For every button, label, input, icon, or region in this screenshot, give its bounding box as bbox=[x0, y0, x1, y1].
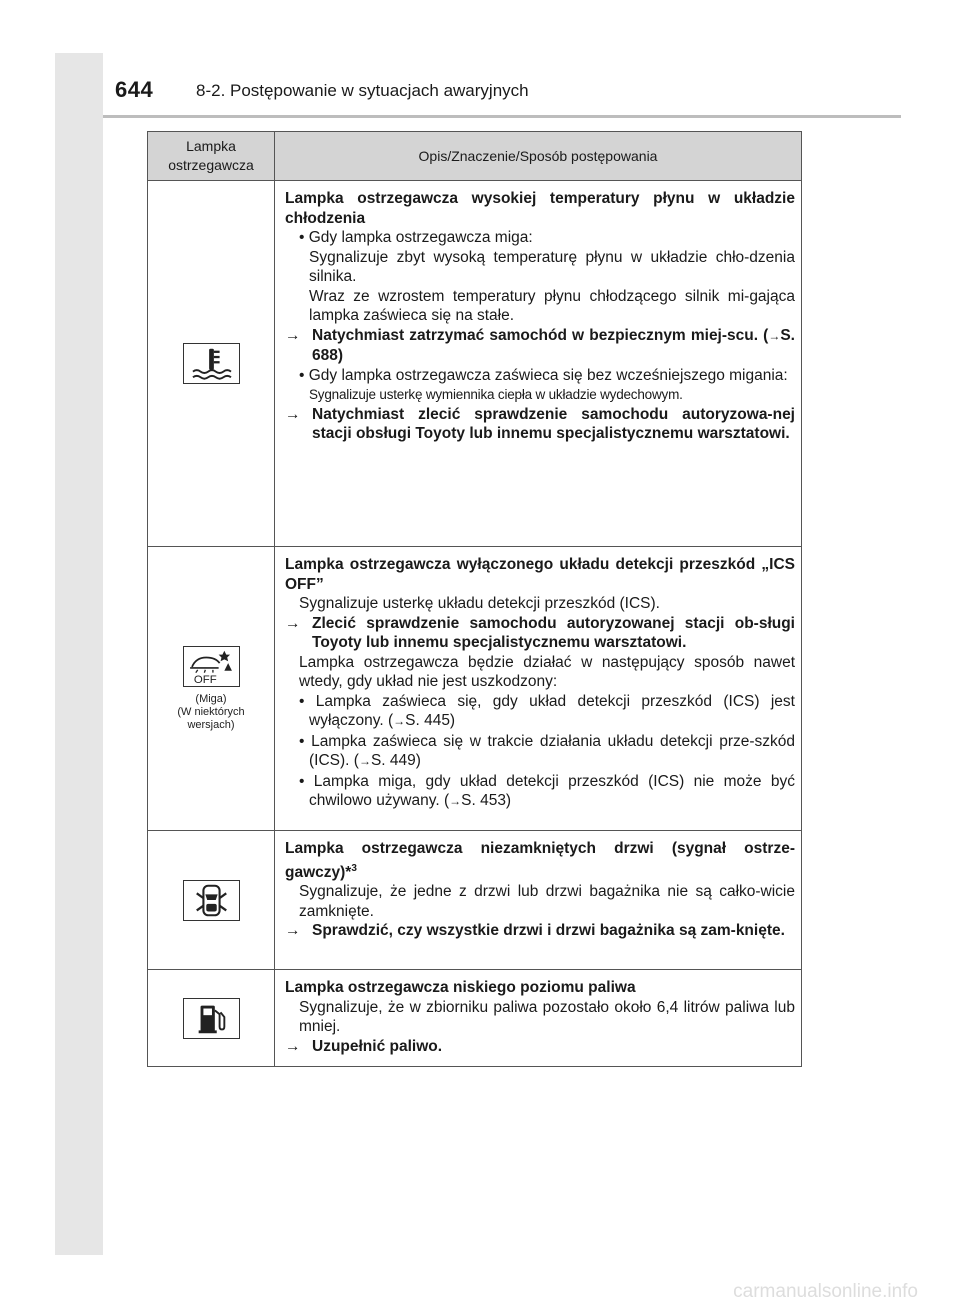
entry-text: Sygnalizuje usterkę układu detekcji przeszkód (ICS). bbox=[299, 595, 660, 612]
entry-text: Wraz ze wzrostem temperatury płynu chłodzącego silnik mi-gająca lampka zaświeca się na stałe. bbox=[309, 287, 795, 324]
description-cell bbox=[275, 547, 802, 831]
ics-off-icon bbox=[183, 646, 240, 687]
entry-text: Sygnalizuje, że w zbiorniku paliwa pozostało około 6,4 litrów paliwa lub mniej. bbox=[299, 998, 795, 1035]
warning-lights-table bbox=[147, 131, 802, 1067]
entry-text: Sygnalizuje usterkę wymiennika ciepła w układzie wydechowym. bbox=[309, 387, 683, 402]
description-cell bbox=[275, 970, 802, 1067]
arrow-icon: → bbox=[768, 328, 781, 343]
page-reference: S. 688) bbox=[312, 326, 795, 364]
page-number: 644 bbox=[115, 77, 154, 102]
arrow-icon: → bbox=[285, 922, 301, 940]
table-row bbox=[148, 547, 802, 831]
description-cell bbox=[275, 831, 802, 970]
bullet-item: • Lampka zaświeca się w trakcie działania układu detekcji prze-szkód (ICS). (→S. 449) bbox=[299, 732, 795, 769]
entry-title: Lampka ostrzegawcza niezamkniętych drzwi (sygnał ostrze-gawczy)*$^3$ bbox=[285, 840, 795, 881]
table-row bbox=[148, 970, 802, 1067]
table-row bbox=[148, 181, 802, 547]
arrow-icon: → bbox=[393, 714, 406, 728]
action-item: → Zlecić sprawdzenie samochodu autoryzowanej stacji ob-sługi Toyoty lub innemu specjalistycznemu warsztatowi. bbox=[285, 614, 795, 651]
entry-text: Lampka ostrzegawcza będzie działać w następujący sposób nawet wtedy, gdy układ nie jest uszkodzony: bbox=[299, 653, 795, 690]
arrow-icon: → bbox=[449, 794, 462, 808]
action-item: → Uzupełnić paliwo. bbox=[285, 1037, 443, 1055]
page-reference: S. 445) bbox=[405, 712, 456, 729]
lamp-cell bbox=[148, 181, 275, 547]
arrow-icon: → bbox=[285, 1037, 301, 1055]
lamp-cell bbox=[148, 831, 275, 970]
action-item: → Sprawdzić, czy wszystkie drzwi i drzwi bagażnika są zam-knięte. bbox=[285, 922, 785, 940]
entry-text: Sygnalizuje zbyt wysoką temperaturę płynu w układzie chło-dzenia silnika. bbox=[309, 248, 795, 285]
arrow-icon: → bbox=[358, 754, 371, 768]
door-open-icon bbox=[183, 880, 240, 921]
arrow-icon: → bbox=[285, 326, 301, 344]
bullet-item: • Lampka zaświeca się, gdy układ detekcji przeszkód (ICS) jest wyłączony. (→S. 445) bbox=[299, 692, 795, 729]
table-header-row bbox=[148, 132, 802, 181]
entry-text: Sygnalizuje, że jedne z drzwi lub drzwi bagażnika nie są całko-wicie zamknięte. bbox=[299, 883, 795, 920]
watermark: carmanualsonline.info bbox=[733, 1281, 918, 1302]
header-divider bbox=[103, 115, 901, 118]
arrow-icon: → bbox=[285, 405, 301, 423]
bullet-item: • Gdy lampka ostrzegawcza zaświeca się bez wcześniejszego migania: bbox=[299, 366, 788, 384]
action-item: → Natychmiast zlecić sprawdzenie samochodu autoryzowa-nej stacji obsługi Toyoty lub innemu specjalistycznemu warsztatowi. bbox=[285, 405, 795, 442]
coolant-temperature-icon bbox=[183, 343, 240, 384]
lamp-cell bbox=[148, 547, 275, 831]
bullet-item: • Gdy lampka ostrzegawcza miga: bbox=[299, 229, 533, 246]
entry-title: Lampka ostrzegawcza niskiego poziomu paliwa bbox=[285, 979, 636, 996]
page-reference: S. 449) bbox=[370, 752, 421, 769]
ics-off-label: OFF bbox=[193, 673, 217, 686]
fuel-pump-icon bbox=[183, 998, 240, 1039]
description-cell bbox=[275, 181, 802, 547]
entry-title: Lampka ostrzegawcza wysokiej temperatury płynu w układzie chłodzenia bbox=[285, 190, 795, 227]
lamp-cell bbox=[148, 970, 275, 1067]
column-header-lamp: Lampka ostrzegawcza bbox=[148, 132, 275, 181]
bullet-item: • Lampka miga, gdy układ detekcji przeszkód (ICS) nie może być chwilowo używany. (→S. 453) bbox=[299, 772, 795, 809]
action-item: → Natychmiast zatrzymać samochód w bezpiecznym miej-scu. (→S. 688) bbox=[285, 326, 795, 364]
column-header-description: Opis/Znaczenie/Sposób postępowania bbox=[275, 132, 802, 181]
page-header bbox=[103, 53, 901, 117]
page-reference: S. 453) bbox=[461, 792, 512, 809]
lamp-note: (Miga) (W niektórych wersjach) bbox=[177, 692, 245, 731]
table-row bbox=[148, 831, 802, 970]
section-title: 8-2. Postępowanie w sytuacjach awaryjnych bbox=[196, 81, 529, 100]
entry-title: Lampka ostrzegawcza wyłączonego układu detekcji przeszkód „ICS OFF” bbox=[285, 556, 795, 593]
arrow-icon: → bbox=[285, 614, 301, 632]
side-strip bbox=[55, 53, 103, 1255]
